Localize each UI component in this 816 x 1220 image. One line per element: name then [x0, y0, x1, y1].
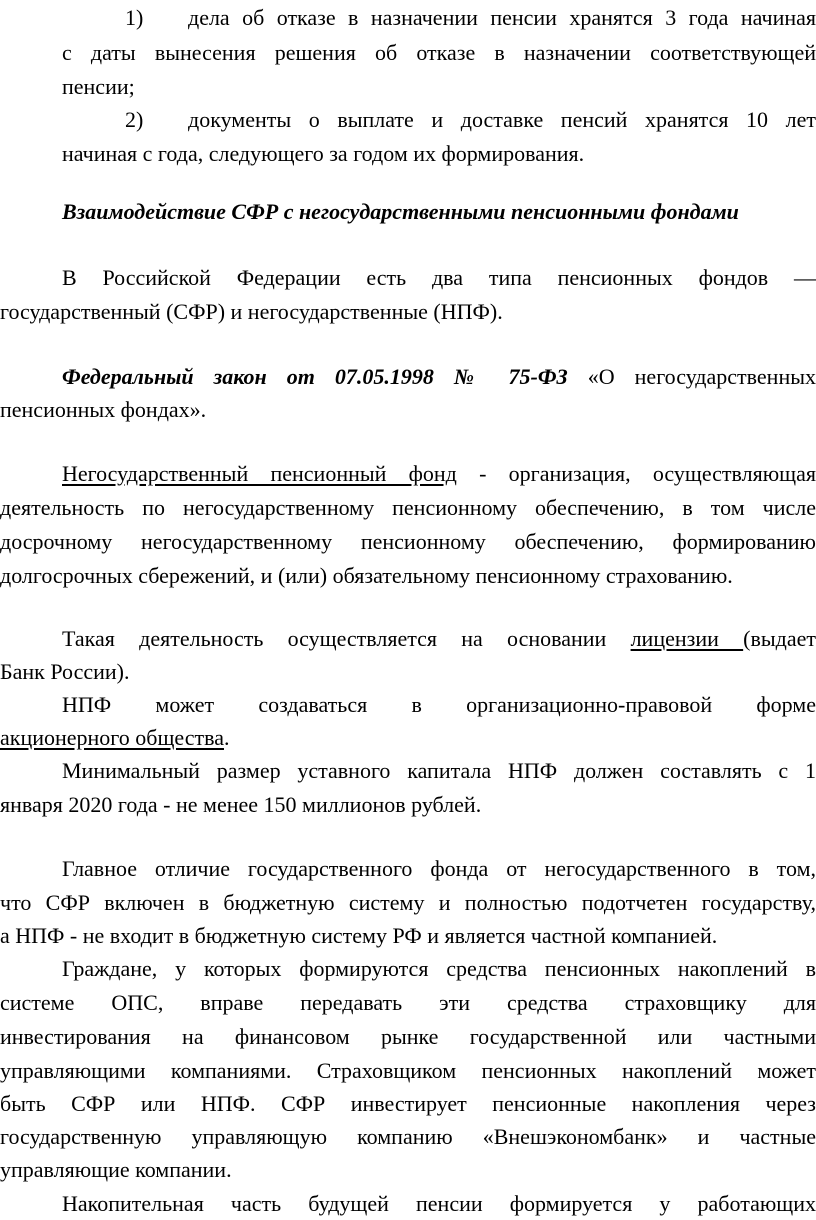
difference-line-3: а НПФ - не входит в бюджетную систему РФ и является частной компанией.	[0, 923, 718, 948]
citizens-line-1: Граждане, у которых формируются средства пенсионных накоплений в	[62, 956, 816, 981]
section-heading: Взаимодействие СФР с негосударственными пенсионными фондами	[62, 199, 739, 224]
law-reference-line-2: пенсионных фондах».	[0, 397, 207, 422]
citizens-line-5: быть СФР или НПФ. СФР инвестирует пенсионные накопления через	[0, 1091, 816, 1116]
legal-form-line-1: НПФ может создаваться в организационно-правовой форме	[62, 692, 816, 717]
paragraph-types-line-1: В Российской Федерации есть два типа пенсионных фондов —	[62, 265, 816, 290]
definition-term: Негосударственный пенсионный фонд	[62, 461, 457, 486]
definition-line-1: Негосударственный пенсионный фонд - организация, осуществляющая	[62, 461, 816, 486]
difference-line-1: Главное отличие государственного фонда от негосударственного в том,	[62, 856, 816, 881]
funded-line-1: Накопительная часть будущей пенсии формируется у работающих	[62, 1191, 816, 1216]
list-item-2-line-2: начиная с года, следующего за годом их формирования.	[62, 141, 585, 166]
capital-line-1: Минимальный размер уставного капитала НПФ должен составлять с 1	[62, 758, 816, 783]
definition-line-3: досрочному негосударственному пенсионному обеспечению, формированию	[0, 529, 816, 554]
license-line-2: Банк России).	[0, 659, 130, 684]
citizens-line-4: управляющими компаниями. Страховщиком пенсионных накоплений может	[0, 1058, 816, 1083]
law-title: Федеральный закон от 07.05.1998 № 75-ФЗ	[62, 364, 568, 389]
capital-line-2: января 2020 года - не менее 150 миллионов рублей.	[0, 792, 482, 817]
law-reference-line-1: Федеральный закон от 07.05.1998 № 75-ФЗ «О негосударственных	[62, 364, 816, 389]
citizens-line-6: государственную управляющую компанию «Внешэкономбанк» и частные	[0, 1124, 816, 1149]
citizens-line-2: системе ОПС, вправе передавать эти средства страховщику для	[0, 990, 816, 1015]
list-item-1-line-3: пенсии;	[62, 74, 135, 99]
list-item-2-line-1: 2) документы о выплате и доставке пенсий хранятся 10 лет	[0, 104, 816, 136]
list-item-1-line-1: 1) дела об отказе в назначении пенсии хранятся 3 года начиная	[0, 2, 816, 34]
list-item-1-line-2: с даты вынесения решения об отказе в назначении соответствующей	[62, 40, 816, 65]
paragraph-types-line-2: государственный (СФР) и негосударственные (НПФ).	[0, 299, 503, 324]
license-term: лицензии	[630, 626, 744, 651]
citizens-line-3: инвестирования на финансовом рынке государственной или частными	[0, 1024, 816, 1049]
legal-form-term: акционерного общества	[0, 725, 224, 750]
difference-line-2: что СФР включен в бюджетную систему и полностью подотчетен государству,	[0, 890, 816, 915]
legal-form-line-2: акционерного общества.	[0, 725, 230, 750]
definition-line-2: деятельность по негосударственному пенсионному обеспечению, в том числе	[0, 495, 816, 520]
citizens-line-7: управляющие компании.	[0, 1157, 232, 1182]
definition-line-4: долгосрочных сбережений, и (или) обязательному пенсионному страхованию.	[0, 563, 733, 588]
list-marker: 1)	[125, 5, 144, 30]
list-marker: 2)	[125, 107, 144, 132]
license-line-1: Такая деятельность осуществляется на основании лицензии (выдает	[62, 626, 816, 651]
